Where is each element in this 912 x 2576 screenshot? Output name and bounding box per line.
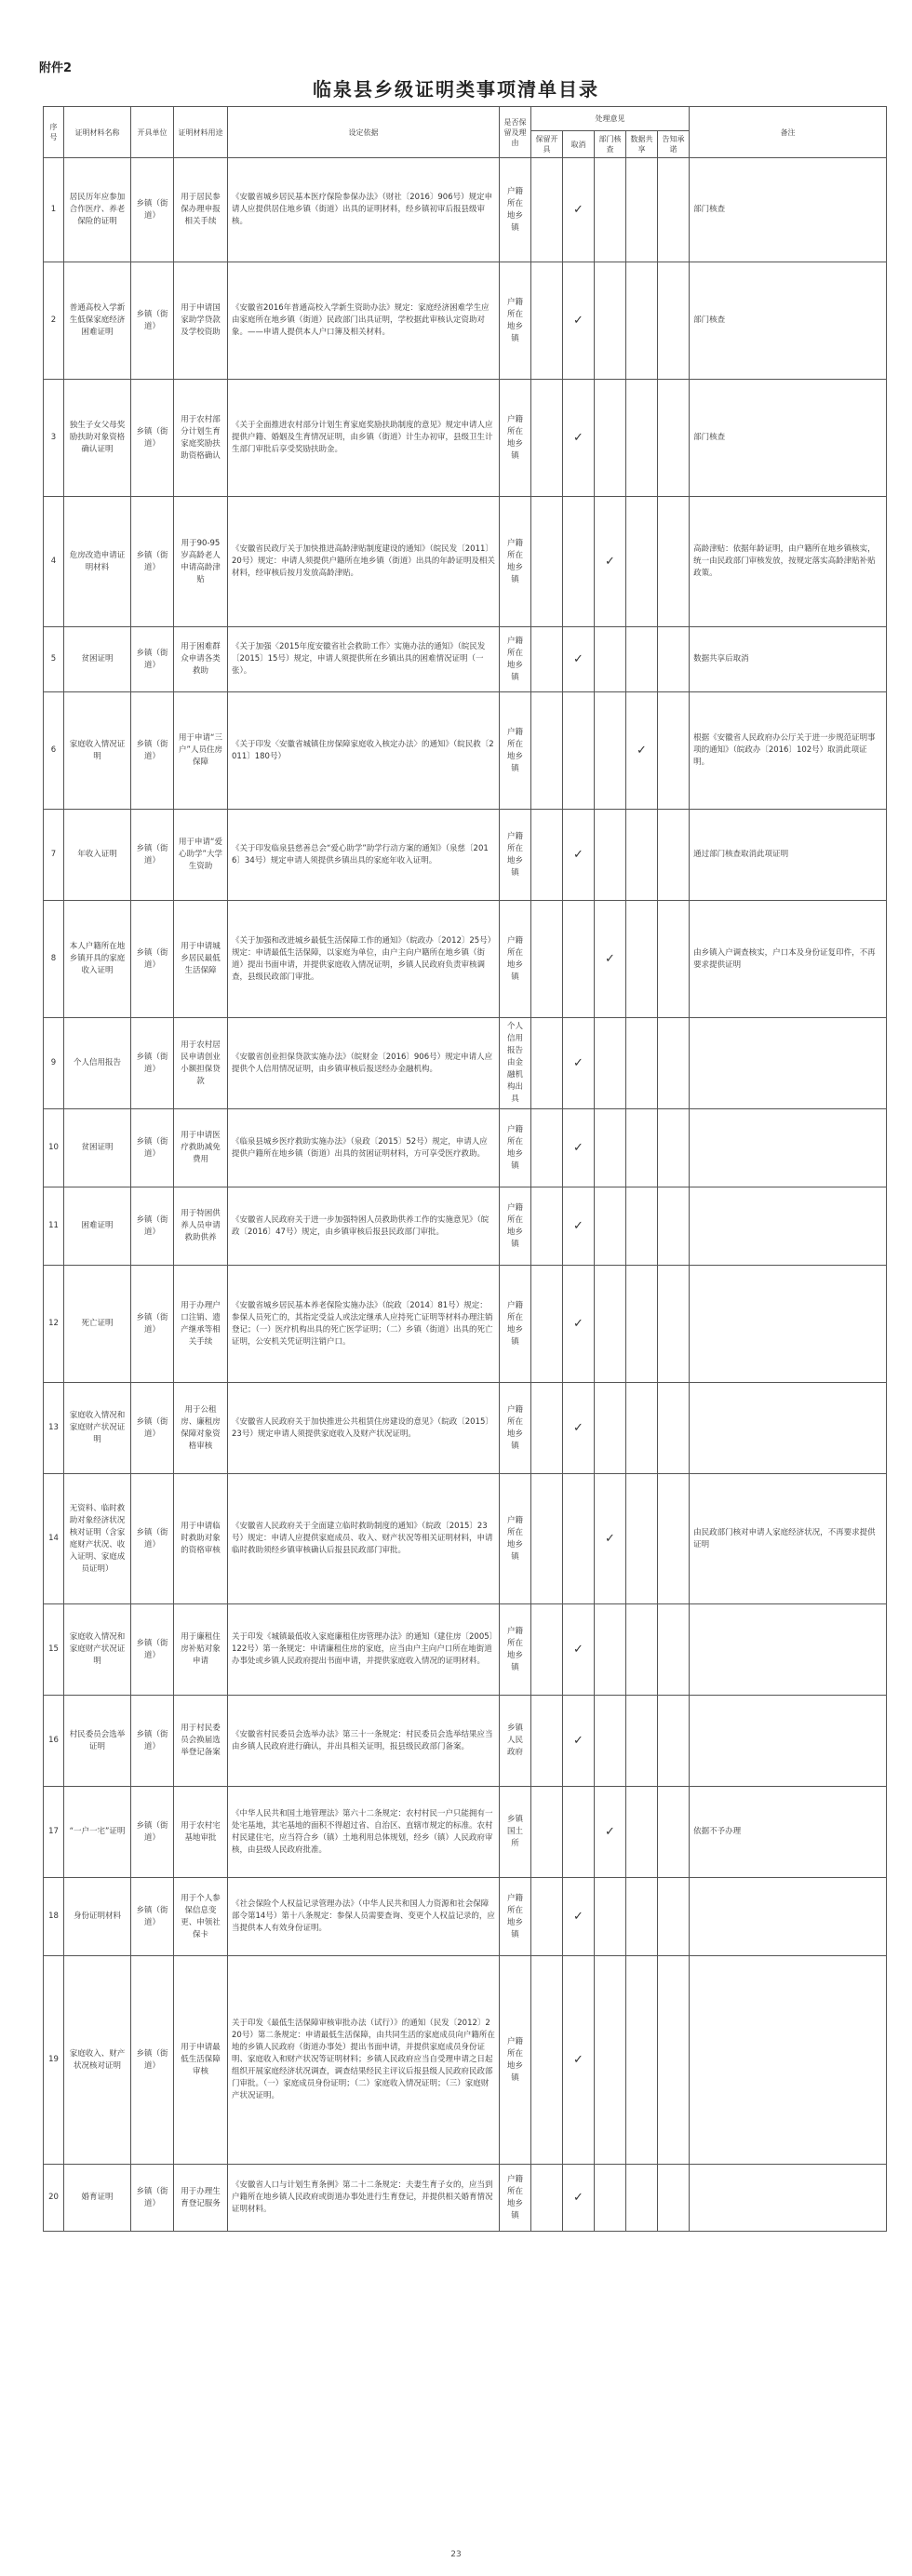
table-row	[44, 1696, 887, 1787]
table-row	[44, 627, 887, 692]
cell-basis: 关于印发《城镇最低收入家庭廉租住房管理办法》的通知（建住房〔2005〕122号）第一条规定：申请廉租住房的家庭，应当由户主向户口所在地街道办事处或乡镇人民政府提出书面申请，并提供家庭收入情况的证明材料。	[228, 1604, 500, 1696]
cell-name: 婚育证明	[64, 2165, 131, 2232]
cell-verify	[595, 380, 626, 497]
cell-cancel: ✓	[563, 380, 595, 497]
cell-verify	[595, 262, 626, 380]
cell-usage: 用于公租房、廉租房保障对象资格审核	[174, 1383, 228, 1474]
cell-suggest: 户籍所在地乡镇	[500, 692, 531, 810]
cell-remark	[690, 1187, 887, 1266]
cell-seq: 5	[44, 627, 64, 692]
cell-seq: 7	[44, 810, 64, 901]
cell-retain	[531, 810, 563, 901]
cell-cancel: ✓	[563, 262, 595, 380]
header-remark: 备注	[690, 107, 887, 158]
cell-cancel: ✓	[563, 1696, 595, 1787]
table-row	[44, 1266, 887, 1383]
cell-datashare	[626, 1266, 658, 1383]
cell-usage: 用于特困供养人员申请救助供养	[174, 1187, 228, 1266]
cell-name: 村民委员会选举证明	[64, 1696, 131, 1787]
cell-issuer: 乡镇（街道）	[131, 1878, 174, 1956]
cell-usage: 用于90-95岁高龄老人申请高龄津贴	[174, 497, 228, 627]
cell-name: 独生子女父母奖励扶助对象资格确认证明	[64, 380, 131, 497]
cell-verify	[595, 1266, 626, 1383]
table-row	[44, 1474, 887, 1604]
cell-name: 居民历年应参加合作医疗、养老保险的证明	[64, 158, 131, 262]
cell-seq: 4	[44, 497, 64, 627]
cell-verify	[595, 1383, 626, 1474]
cell-retain	[531, 1383, 563, 1474]
cell-issuer: 乡镇（街道）	[131, 380, 174, 497]
cell-suggest: 户籍所在地乡镇	[500, 380, 531, 497]
cell-remark	[690, 1383, 887, 1474]
cell-remark	[690, 1018, 887, 1109]
cell-verify	[595, 627, 626, 692]
cell-remark: 高龄津贴：依据年龄证明，由户籍所在地乡镇核实，统一由民政部门审核发放，按规定落实高龄津贴补贴政策。	[690, 497, 887, 627]
cell-remark	[690, 1109, 887, 1187]
header-issuer: 开具单位	[131, 107, 174, 158]
cell-usage: 用于申请最低生活保障审核	[174, 1956, 228, 2165]
cell-notify	[658, 262, 690, 380]
cell-usage: 用于居民参保办理申报相关手续	[174, 158, 228, 262]
cell-issuer: 乡镇（街道）	[131, 1109, 174, 1187]
cell-issuer: 乡镇（街道）	[131, 901, 174, 1018]
cell-cancel	[563, 1474, 595, 1604]
cell-verify: ✓	[595, 901, 626, 1018]
cell-retain	[531, 1266, 563, 1383]
cell-basis: 《关于印发〈安徽省城镇住房保障家庭收入核定办法〉的通知》（皖民救〔2011〕180号）	[228, 692, 500, 810]
cell-usage: 用于申请“爱心助学”大学生资助	[174, 810, 228, 901]
cell-datashare: ✓	[626, 692, 658, 810]
table-row	[44, 1018, 887, 1109]
table-row	[44, 1604, 887, 1696]
cell-notify	[658, 1696, 690, 1787]
cell-seq: 6	[44, 692, 64, 810]
cell-datashare	[626, 2165, 658, 2232]
cell-name: 本人户籍所在地乡镇开具的家庭收入证明	[64, 901, 131, 1018]
cell-notify	[658, 1878, 690, 1956]
cell-usage: 用于申请国家助学贷款及学校资助	[174, 262, 228, 380]
cell-seq: 16	[44, 1696, 64, 1787]
cell-verify	[595, 810, 626, 901]
cell-name: 家庭收入情况证明	[64, 692, 131, 810]
cell-datashare	[626, 627, 658, 692]
cell-suggest: 户籍所在地乡镇	[500, 1474, 531, 1604]
cell-basis: 《安徽省创业担保贷款实施办法》（皖财金〔2016〕906号）规定申请人应提供个人信用情况证明，由乡镇审核后报送经办金融机构。	[228, 1018, 500, 1109]
cell-datashare	[626, 1787, 658, 1878]
cell-verify	[595, 158, 626, 262]
cell-notify	[658, 380, 690, 497]
cell-retain	[531, 692, 563, 810]
cell-remark	[690, 1604, 887, 1696]
cell-retain	[531, 901, 563, 1018]
cell-datashare	[626, 262, 658, 380]
cell-issuer: 乡镇（街道）	[131, 1956, 174, 2165]
cell-basis: 《临泉县城乡医疗救助实施办法》（泉政〔2015〕52号）规定，申请人应提供户籍所在地乡镇（街道）出具的贫困证明材料，方可享受医疗救助。	[228, 1109, 500, 1187]
header-suggest: 是否保留及理由	[500, 107, 531, 158]
cell-datashare	[626, 1878, 658, 1956]
cell-name: 贫困证明	[64, 627, 131, 692]
cell-usage: 用于申请“三户”人员住房保障	[174, 692, 228, 810]
cell-name: 个人信用报告	[64, 1018, 131, 1109]
header-basis: 设定依据	[228, 107, 500, 158]
cell-usage: 用于困难群众申请各类救助	[174, 627, 228, 692]
cell-retain	[531, 497, 563, 627]
cell-datashare	[626, 1187, 658, 1266]
cell-retain	[531, 2165, 563, 2232]
cell-name: 死亡证明	[64, 1266, 131, 1383]
cell-usage: 用于农村居民申请创业小额担保贷款	[174, 1018, 228, 1109]
cell-issuer: 乡镇（街道）	[131, 1187, 174, 1266]
cell-remark: 根据《安徽省人民政府办公厅关于进一步规范证明事项的通知》（皖政办〔2016〕102号）取消此项证明。	[690, 692, 887, 810]
cell-notify	[658, 627, 690, 692]
cell-suggest: 户籍所在地乡镇	[500, 901, 531, 1018]
cell-issuer: 乡镇（街道）	[131, 1018, 174, 1109]
cell-verify	[595, 1956, 626, 2165]
cell-basis: 关于印发《最低生活保障审核审批办法（试行）》的通知（民发〔2012〕220号）第二条规定：申请最低生活保障，由共同生活的家庭成员向户籍所在地的乡镇人民政府（街道办事处）提出书面申请，并提供家庭成员身份证明、家庭收入和财产状况等证明材料；乡镇人民政府应当自受理申请之日起组织开展家庭经济状况调查，调查结果经民主评议后报县级人民政府民政部门审批。（一）家庭成员身份证明；（二）家庭收入情况证明；（三）家庭财产状况证明。	[228, 1956, 500, 2165]
cell-verify	[595, 1187, 626, 1266]
cell-name: 危房改造申请证明材料	[64, 497, 131, 627]
header-cancel: 取消	[563, 131, 595, 158]
cell-name: 无资料、临时救助对象经济状况核对证明（含家庭财产状况、收入证明、家庭成员证明）	[64, 1474, 131, 1604]
cell-issuer: 乡镇（街道）	[131, 1474, 174, 1604]
cell-seq: 19	[44, 1956, 64, 2165]
cell-cancel: ✓	[563, 1383, 595, 1474]
cell-datashare	[626, 497, 658, 627]
cell-retain	[531, 380, 563, 497]
cell-suggest: 个人信用报告由金融机构出具	[500, 1018, 531, 1109]
cell-usage: 用于个人参保信息变更、申领社保卡	[174, 1878, 228, 1956]
table-row	[44, 1383, 887, 1474]
cell-name: 身份证明材料	[64, 1878, 131, 1956]
cell-suggest: 户籍所在地乡镇	[500, 810, 531, 901]
cell-notify	[658, 158, 690, 262]
cell-usage: 用于申请临时救助对象的资格审核	[174, 1474, 228, 1604]
cell-cancel: ✓	[563, 158, 595, 262]
cell-verify: ✓	[595, 1474, 626, 1604]
cell-name: 家庭收入、财产状况核对证明	[64, 1956, 131, 2165]
cell-datashare	[626, 380, 658, 497]
table-row	[44, 497, 887, 627]
cell-verify	[595, 1696, 626, 1787]
table-row	[44, 1187, 887, 1266]
header-verify: 部门核查	[595, 131, 626, 158]
cell-seq: 20	[44, 2165, 64, 2232]
cell-cancel: ✓	[563, 1604, 595, 1696]
cell-cancel: ✓	[563, 1956, 595, 2165]
cell-datashare	[626, 901, 658, 1018]
cell-remark: 部门核查	[690, 262, 887, 380]
cell-seq: 10	[44, 1109, 64, 1187]
cell-usage: 用于农村宅基地审批	[174, 1787, 228, 1878]
header-cleanup: 处理意见	[531, 107, 690, 131]
items-table	[43, 106, 887, 2232]
cell-remark: 由民政部门核对申请人家庭经济状况，不再要求提供证明	[690, 1474, 887, 1604]
cell-basis: 《安徽省城乡居民基本医疗保险参保办法》（财社〔2016〕906号）规定申请人应提供居住地乡镇（街道）出具的证明材料，经乡镇初审后报县级审核。	[228, 158, 500, 262]
cell-suggest: 户籍所在地乡镇	[500, 1956, 531, 2165]
cell-cancel: ✓	[563, 810, 595, 901]
cell-suggest: 户籍所在地乡镇	[500, 2165, 531, 2232]
cell-seq: 1	[44, 158, 64, 262]
cell-verify	[595, 692, 626, 810]
cell-verify: ✓	[595, 1787, 626, 1878]
cell-datashare	[626, 1383, 658, 1474]
cell-basis: 《社会保险个人权益记录管理办法》（中华人民共和国人力资源和社会保障部令第14号）第十八条规定：参保人员需要查询、变更个人权益记录的，应当提供本人有效身份证明。	[228, 1878, 500, 1956]
cell-suggest: 乡镇人民政府	[500, 1696, 531, 1787]
cell-issuer: 乡镇（街道）	[131, 1383, 174, 1474]
cell-retain	[531, 1787, 563, 1878]
cell-seq: 3	[44, 380, 64, 497]
header-notify: 告知承诺	[658, 131, 690, 158]
cell-notify	[658, 1187, 690, 1266]
cell-usage: 用于廉租住房补贴对象申请	[174, 1604, 228, 1696]
cell-suggest: 户籍所在地乡镇	[500, 1187, 531, 1266]
cell-seq: 2	[44, 262, 64, 380]
header-datashare: 数据共享	[626, 131, 658, 158]
table-row	[44, 901, 887, 1018]
cell-retain	[531, 1956, 563, 2165]
cell-retain	[531, 262, 563, 380]
cell-retain	[531, 1878, 563, 1956]
page-number: 23	[450, 2550, 462, 2559]
cell-basis: 《安徽省人民政府关于加快推进公共租赁住房建设的意见》（皖政〔2015〕23号）规定申请人须提供家庭收入及财产状况证明。	[228, 1383, 500, 1474]
cell-notify	[658, 1018, 690, 1109]
cell-remark: 部门核查	[690, 158, 887, 262]
cell-retain	[531, 1474, 563, 1604]
cell-datashare	[626, 810, 658, 901]
cell-suggest: 户籍所在地乡镇	[500, 1383, 531, 1474]
cell-remark	[690, 1266, 887, 1383]
cell-datashare	[626, 1018, 658, 1109]
cell-issuer: 乡镇（街道）	[131, 1787, 174, 1878]
cell-suggest: 户籍所在地乡镇	[500, 497, 531, 627]
cell-notify	[658, 1109, 690, 1187]
table-row	[44, 158, 887, 262]
cell-basis: 《安徽省城乡居民基本养老保险实施办法》（皖政〔2014〕81号）规定：参保人员死亡的，其指定受益人或法定继承人应持死亡证明等材料办理注销登记；（一）医疗机构出具的死亡医学证明；（二）乡镇（街道）出具的死亡证明，公安机关凭证明注销户口。	[228, 1266, 500, 1383]
cell-seq: 9	[44, 1018, 64, 1109]
cell-usage: 用于村民委员会换届选举登记备案	[174, 1696, 228, 1787]
cell-notify	[658, 1266, 690, 1383]
cell-cancel	[563, 1787, 595, 1878]
cell-seq: 12	[44, 1266, 64, 1383]
cell-remark	[690, 1696, 887, 1787]
cell-retain	[531, 1018, 563, 1109]
header-usage: 证明材料用途	[174, 107, 228, 158]
cell-seq: 17	[44, 1787, 64, 1878]
cell-remark	[690, 2165, 887, 2232]
cell-suggest: 户籍所在地乡镇	[500, 1109, 531, 1187]
cell-datashare	[626, 1474, 658, 1604]
cell-notify	[658, 692, 690, 810]
cell-cancel: ✓	[563, 1018, 595, 1109]
table-body	[44, 158, 887, 2232]
cell-basis: 《安徽省人口与计划生育条例》第二十二条规定：夫妻生育子女的，应当到户籍所在地乡镇人民政府或街道办事处进行生育登记，并提供相关婚育情况证明材料。	[228, 2165, 500, 2232]
cell-suggest: 户籍所在地乡镇	[500, 158, 531, 262]
cell-notify	[658, 1383, 690, 1474]
header-name: 证明材料名称	[64, 107, 131, 158]
cell-issuer: 乡镇（街道）	[131, 497, 174, 627]
cell-issuer: 乡镇（街道）	[131, 1696, 174, 1787]
cell-notify	[658, 497, 690, 627]
cell-datashare	[626, 158, 658, 262]
cell-cancel: ✓	[563, 1109, 595, 1187]
cell-retain	[531, 158, 563, 262]
cell-notify	[658, 810, 690, 901]
cell-datashare	[626, 1696, 658, 1787]
cell-suggest: 户籍所在地乡镇	[500, 1266, 531, 1383]
cell-issuer: 乡镇（街道）	[131, 627, 174, 692]
cell-seq: 15	[44, 1604, 64, 1696]
cell-issuer: 乡镇（街道）	[131, 810, 174, 901]
cell-cancel: ✓	[563, 2165, 595, 2232]
cell-remark: 通过部门核查取消此项证明	[690, 810, 887, 901]
table-row	[44, 2165, 887, 2232]
cell-basis: 《中华人民共和国土地管理法》第六十二条规定：农村村民一户只能拥有一处宅基地，其宅基地的面积不得超过省、自治区、直辖市规定的标准。农村村民建住宅，应当符合乡（镇）土地利用总体规划，经乡（镇）人民政府审核，由县级人民政府批准。	[228, 1787, 500, 1878]
cell-datashare	[626, 1109, 658, 1187]
cell-suggest: 户籍所在地乡镇	[500, 627, 531, 692]
table-row	[44, 1787, 887, 1878]
cell-remark: 由乡镇入户调查核实，户口本及身份证复印件，不再要求提供证明	[690, 901, 887, 1018]
cell-cancel: ✓	[563, 1266, 595, 1383]
cell-usage: 用于办理生育登记服务	[174, 2165, 228, 2232]
cell-basis: 《安徽省村民委员会选举办法》第三十一条规定：村民委员会选举结果应当由乡镇人民政府进行确认，并出具相关证明，报县级民政部门备案。	[228, 1696, 500, 1787]
header-retain: 保留开具	[531, 131, 563, 158]
cell-basis: 《关于全面推进农村部分计划生育家庭奖励扶助制度的意见》规定申请人应提供户籍、婚姻及生育情况证明，由乡镇（街道）计生办初审，县级卫生计生部门审批后享受奖励扶助金。	[228, 380, 500, 497]
table-row	[44, 810, 887, 901]
table-row	[44, 1956, 887, 2165]
cell-notify	[658, 1956, 690, 2165]
cell-seq: 8	[44, 901, 64, 1018]
cell-retain	[531, 1187, 563, 1266]
cell-verify	[595, 2165, 626, 2232]
cell-remark: 部门核查	[690, 380, 887, 497]
cell-seq: 11	[44, 1187, 64, 1266]
cell-cancel: ✓	[563, 627, 595, 692]
cell-cancel	[563, 901, 595, 1018]
cell-name: 贫困证明	[64, 1109, 131, 1187]
cell-seq: 14	[44, 1474, 64, 1604]
cell-retain	[531, 1604, 563, 1696]
cell-seq: 13	[44, 1383, 64, 1474]
cell-issuer: 乡镇（街道）	[131, 1266, 174, 1383]
cell-issuer: 乡镇（街道）	[131, 158, 174, 262]
cell-name: 普通高校入学新生低保家庭经济困难证明	[64, 262, 131, 380]
cell-datashare	[626, 1956, 658, 2165]
table-row	[44, 1109, 887, 1187]
cell-retain	[531, 1696, 563, 1787]
cell-basis: 《安徽省2016年普通高校入学新生资助办法》规定：家庭经济困难学生应由家庭所在地乡镇（街道）民政部门出具证明，学校据此审核认定资助对象。——申请人提供本人户口簿及相关材料。	[228, 262, 500, 380]
cell-usage: 用于农村部分计划生育家庭奖励扶助资格确认	[174, 380, 228, 497]
cell-remark: 依据不予办理	[690, 1787, 887, 1878]
attachment-label: 附件2	[39, 61, 73, 75]
cell-retain	[531, 627, 563, 692]
cell-basis: 《关于加强〈2015年度安徽省社会救助工作〉实施办法的通知》（皖民发〔2015〕15号）规定，申请人须提供所在乡镇出具的困难情况证明（一张）。	[228, 627, 500, 692]
cell-name: 家庭收入情况和家庭财产状况证明	[64, 1383, 131, 1474]
cell-name: 困难证明	[64, 1187, 131, 1266]
cell-notify	[658, 901, 690, 1018]
cell-basis: 《安徽省人民政府关于全面建立临时救助制度的通知》（皖政〔2015〕23号）规定：申请人应提供家庭成员、收入、财产状况等相关证明材料，申请临时救助须经乡镇审核确认后报县民政部门审批。	[228, 1474, 500, 1604]
cell-cancel	[563, 497, 595, 627]
cell-verify	[595, 1604, 626, 1696]
cell-issuer: 乡镇（街道）	[131, 692, 174, 810]
cell-basis: 《安徽省民政厅关于加快推进高龄津贴制度建设的通知》（皖民发〔2011〕20号）规定：申请人须提供户籍所在地乡镇（街道）出具的年龄证明及相关材料，经审核后按月发放高龄津贴。	[228, 497, 500, 627]
cell-usage: 用于申请医疗救助减免费用	[174, 1109, 228, 1187]
cell-suggest: 户籍所在地乡镇	[500, 262, 531, 380]
cell-verify: ✓	[595, 497, 626, 627]
cell-basis: 《关于加强和改进城乡最低生活保障工作的通知》（皖政办〔2012〕25号）规定：申请最低生活保障，以家庭为单位，由户主向户籍所在地乡镇（街道）提出书面申请，并提供家庭收入情况证明，乡镇人民政府负责审核调查，县级民政部门审批。	[228, 901, 500, 1018]
cell-datashare	[626, 1604, 658, 1696]
cell-verify	[595, 1018, 626, 1109]
cell-remark	[690, 1878, 887, 1956]
cell-basis: 《安徽省人民政府关于进一步加强特困人员救助供养工作的实施意见》（皖政〔2016〕47号）规定，由乡镇审核后报县民政部门审批。	[228, 1187, 500, 1266]
cell-cancel: ✓	[563, 1878, 595, 1956]
document-title: 临泉县乡级证明类事项清单目录	[313, 78, 599, 101]
cell-cancel	[563, 692, 595, 810]
cell-suggest: 户籍所在地乡镇	[500, 1878, 531, 1956]
cell-basis: 《关于印发临泉县慈善总会“爱心助学”助学行动方案的通知》（泉慈〔2016〕34号）规定申请人须提供乡镇出具的家庭年收入证明。	[228, 810, 500, 901]
cell-name: 年收入证明	[64, 810, 131, 901]
cell-verify	[595, 1109, 626, 1187]
cell-suggest: 户籍所在地乡镇	[500, 1604, 531, 1696]
cell-issuer: 乡镇（街道）	[131, 1604, 174, 1696]
cell-cancel: ✓	[563, 1187, 595, 1266]
header-seq: 序号	[44, 107, 64, 158]
table-row	[44, 262, 887, 380]
cell-issuer: 乡镇（街道）	[131, 2165, 174, 2232]
cell-retain	[531, 1109, 563, 1187]
cell-notify	[658, 2165, 690, 2232]
cell-issuer: 乡镇（街道）	[131, 262, 174, 380]
cell-remark	[690, 1956, 887, 2165]
cell-seq: 18	[44, 1878, 64, 1956]
cell-notify	[658, 1474, 690, 1604]
table-row	[44, 380, 887, 497]
cell-verify	[595, 1878, 626, 1956]
table-row	[44, 692, 887, 810]
table-row	[44, 1878, 887, 1956]
cell-remark: 数据共享后取消	[690, 627, 887, 692]
cell-usage: 用于办理户口注销、遗产继承等相关手续	[174, 1266, 228, 1383]
cell-suggest: 乡镇国土所	[500, 1787, 531, 1878]
cell-notify	[658, 1787, 690, 1878]
cell-usage: 用于申请城乡居民最低生活保障	[174, 901, 228, 1018]
cell-name: “一户一宅”证明	[64, 1787, 131, 1878]
cell-notify	[658, 1604, 690, 1696]
cell-name: 家庭收入情况和家庭财产状况证明	[64, 1604, 131, 1696]
